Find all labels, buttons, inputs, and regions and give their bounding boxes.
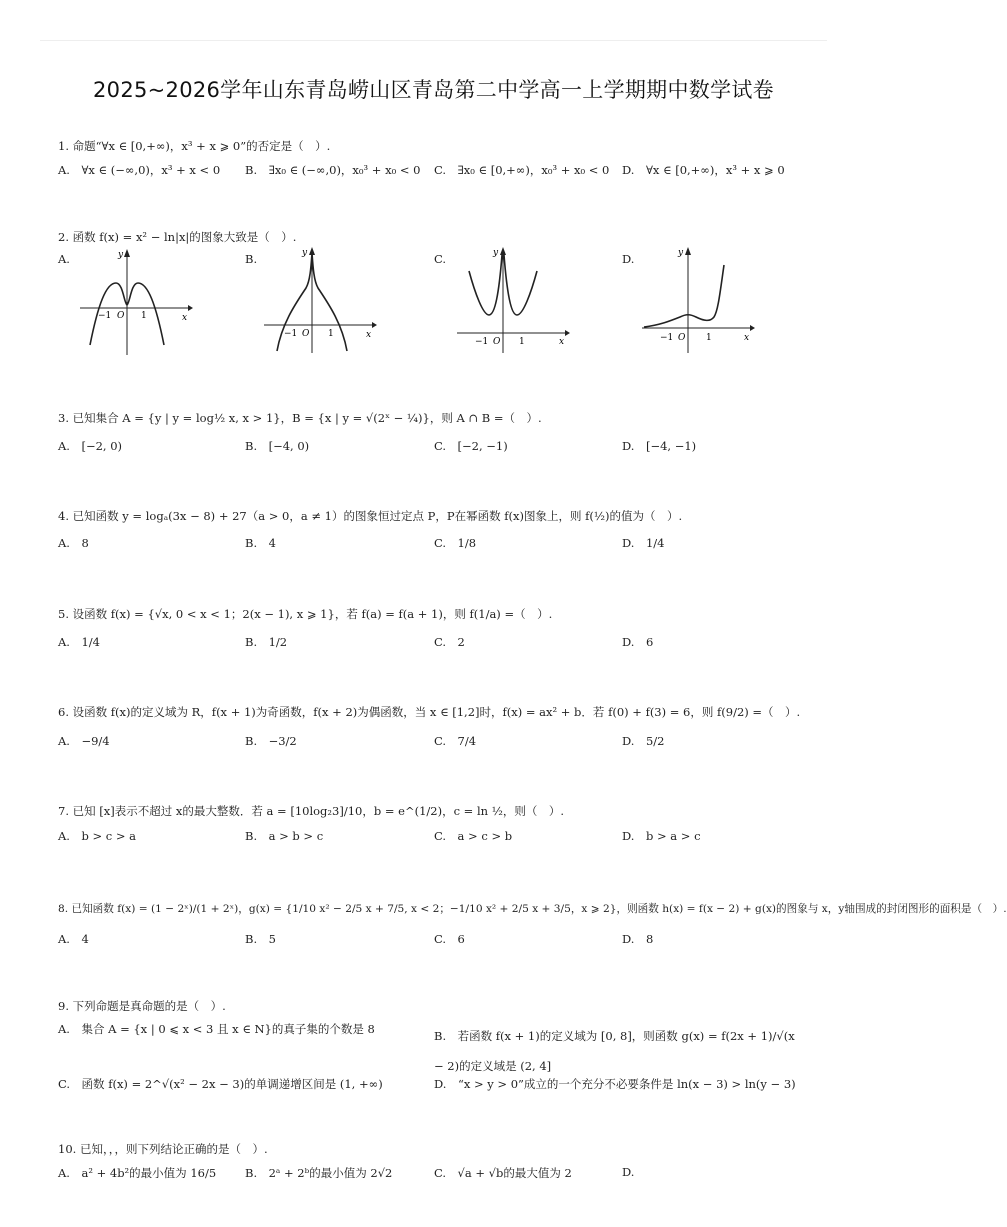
graph-a xyxy=(78,245,193,357)
q7-option-b[interactable]: B. a > b > c xyxy=(245,829,324,843)
q8-option-b[interactable]: B. 5 xyxy=(245,932,276,946)
graph-c-one-label: 1 xyxy=(519,337,525,347)
q10-option-d[interactable]: D. xyxy=(622,1165,635,1179)
q8-option-a[interactable]: A. 4 xyxy=(58,932,89,946)
question-7-stem: 7. 已知 [x]表示不超过 x的最大整数．若 a = [10log₂3]/10，b = e^(1/2)，c = ln ½，则（ ）. xyxy=(58,804,565,818)
graph-d-y-label: y xyxy=(678,248,684,258)
q4-option-d[interactable]: D. 1/4 xyxy=(622,536,665,550)
graph-b-one-label: 1 xyxy=(328,329,334,339)
q1-option-d[interactable]: D. ∀x ∈ [0,+∞)，x³ + x ⩾ 0 xyxy=(622,163,785,177)
q4-option-a[interactable]: A. 8 xyxy=(58,536,89,550)
graph-a-y-label: y xyxy=(118,250,124,260)
graph-d-x-label: x xyxy=(744,333,750,343)
q5-option-d[interactable]: D. 6 xyxy=(622,635,654,649)
graph-b-y-label: y xyxy=(302,248,308,258)
q10-option-b[interactable]: B. 2ᵃ + 2ᵇ的最小值为 2√2 xyxy=(245,1166,393,1180)
graph-a-neg1-label: −1 xyxy=(98,311,112,321)
q9-option-a[interactable]: A. 集合 A = {x | 0 ⩽ x < 3 且 x ∈ N}的真子集的个数是 8 xyxy=(58,1022,375,1036)
question-6-stem: 6. 设函数 f(x)的定义域为 R，f(x + 1)为奇函数，f(x + 2)为偶函数，当 x ∈ [1,2]时，f(x) = ax² + b．若 f(0) + f(3) = 6，则 f(9/2) =（ ）. xyxy=(58,705,801,719)
q10-option-a[interactable]: A. a² + 4b²的最小值为 16/5 xyxy=(58,1166,217,1180)
graph-d-origin-label: O xyxy=(678,333,686,343)
graph-c-neg1-label: −1 xyxy=(475,337,489,347)
q5-option-b[interactable]: B. 1/2 xyxy=(245,635,288,649)
q9-option-c[interactable]: C. 函数 f(x) = 2^√(x² − 2x − 3)的单调递增区间是 (1, +∞) xyxy=(58,1077,383,1091)
question-10-stem: 10. 已知，，，则下列结论正确的是（ ）. xyxy=(58,1142,268,1156)
q6-option-a[interactable]: A. −9/4 xyxy=(58,734,110,748)
q3-option-d[interactable]: D. [−4, −1) xyxy=(622,439,697,453)
q2-option-a[interactable]: A. xyxy=(58,252,70,266)
q2-option-b[interactable]: B. xyxy=(245,252,258,266)
q6-option-b[interactable]: B. −3/2 xyxy=(245,734,297,748)
question-4-stem: 4. 已知函数 y = logₐ(3x − 8) + 27（a > 0，a ≠ 1）的图象恒过定点 P，P在幂函数 f(x)图象上，则 f(½)的值为（ ）. xyxy=(58,509,683,523)
q2-option-d[interactable]: D. xyxy=(622,252,635,266)
graph-a-origin-label: O xyxy=(117,311,125,321)
q7-option-d[interactable]: D. b > a > c xyxy=(622,829,701,843)
q9-option-b[interactable]: B. 若函数 f(x + 1)的定义域为 [0, 8]，则函数 g(x) = f(2x + 1)/√(x − 2)的定义域是 (2, 4] xyxy=(434,1029,795,1073)
graph-d xyxy=(640,243,755,355)
graph-d-one-label: 1 xyxy=(706,333,712,343)
q5-option-c[interactable]: C. 2 xyxy=(434,635,465,649)
graph-c xyxy=(455,243,570,355)
q8-option-d[interactable]: D. 8 xyxy=(622,932,654,946)
graph-b-origin-label: O xyxy=(302,329,310,339)
graph-b-x-label: x xyxy=(366,330,372,340)
graph-a-one-label: 1 xyxy=(141,311,147,321)
q5-option-a[interactable]: A. 1/4 xyxy=(58,635,100,649)
q3-option-a[interactable]: A. [−2, 0) xyxy=(58,439,123,453)
q7-option-a[interactable]: A. b > c > a xyxy=(58,829,137,843)
q2-option-c[interactable]: C. xyxy=(434,252,447,266)
graph-b-neg1-label: −1 xyxy=(284,329,298,339)
q7-option-c[interactable]: C. a > c > b xyxy=(434,829,513,843)
question-3-stem: 3. 已知集合 A = {y | y = log½ x, x > 1}，B = {x | y = √(2ˣ − ¼)}，则 A ∩ B =（ ）. xyxy=(58,411,542,425)
question-5-stem: 5. 设函数 f(x) = {√x, 0 < x < 1；2(x − 1), x ⩾ 1}，若 f(a) = f(a + 1)，则 f(1/a) =（ ）. xyxy=(58,607,553,621)
graph-b xyxy=(262,243,377,355)
graph-c-y-label: y xyxy=(493,248,499,258)
page-title: 2025~2026学年山东青岛崂山区青岛第二中学高一上学期期中数学试卷 xyxy=(93,78,774,102)
q4-option-b[interactable]: B. 4 xyxy=(245,536,276,550)
q6-option-c[interactable]: C. 7/4 xyxy=(434,734,477,748)
question-8-stem: 8. 已知函数 f(x) = (1 − 2ˣ)/(1 + 2ˣ)，g(x) = {1/10 x² − 2/5 x + 7/5, x < 2；−1/10 x² + 2/5 x + 3/5，x ⩾ 2}，则函数 h(x) = f(x − 2) + g(x)的图象与 x，y轴围成的封闭图形的面积是（ ）. xyxy=(58,903,1007,915)
question-1-stem: 1. 命题“∀x ∈ [0,+∞)，x³ + x ⩾ 0”的否定是（ ）. xyxy=(58,139,331,153)
q6-option-d[interactable]: D. 5/2 xyxy=(622,734,665,748)
q4-option-c[interactable]: C. 1/8 xyxy=(434,536,477,550)
question-2-stem: 2. 函数 f(x) = x² − ln|x|的图象大致是（ ）. xyxy=(58,230,297,244)
q3-option-b[interactable]: B. [−4, 0) xyxy=(245,439,310,453)
graph-c-origin-label: O xyxy=(493,337,501,347)
q8-option-c[interactable]: C. 6 xyxy=(434,932,465,946)
q10-option-c[interactable]: C. √a + √b的最大值为 2 xyxy=(434,1166,572,1180)
q1-option-c[interactable]: C. ∃x₀ ∈ [0,+∞)，x₀³ + x₀ < 0 xyxy=(434,163,610,177)
question-9-stem: 9. 下列命题是真命题的是（ ）. xyxy=(58,999,226,1013)
top-divider xyxy=(40,40,827,41)
q1-option-a[interactable]: A. ∀x ∈ (−∞,0)，x³ + x < 0 xyxy=(58,163,221,177)
graph-d-neg1-label: −1 xyxy=(660,333,674,343)
q1-option-b[interactable]: B. ∃x₀ ∈ (−∞,0)，x₀³ + x₀ < 0 xyxy=(245,163,421,177)
q9-option-d[interactable]: D. “x > y > 0”成立的一个充分不必要条件是 ln(x − 3) > ln(y − 3) xyxy=(434,1077,796,1091)
graph-c-x-label: x xyxy=(559,337,565,347)
graph-a-x-label: x xyxy=(182,313,188,323)
q3-option-c[interactable]: C. [−2, −1) xyxy=(434,439,508,453)
